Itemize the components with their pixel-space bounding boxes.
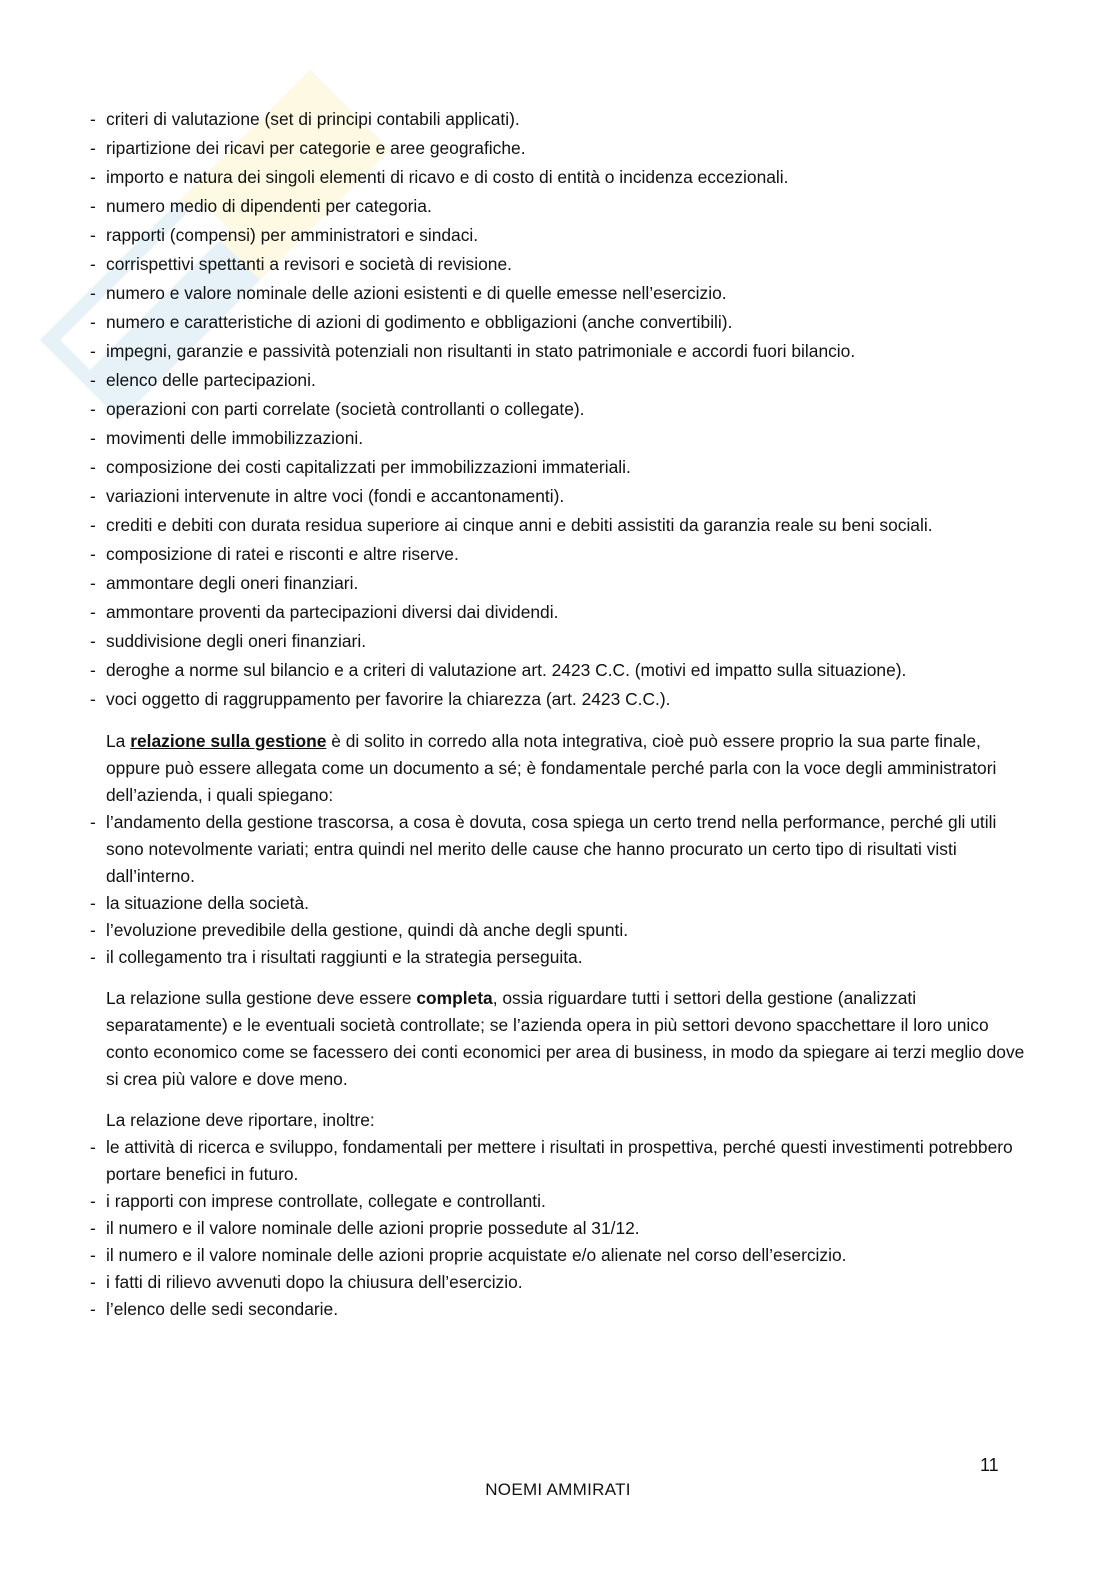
relazione-contents-list — [88, 1134, 1028, 1323]
list-item: - il numero e il valore nominale delle azioni proprie acquistate e/o alienate nel corso dell’esercizio. — [88, 1242, 1028, 1269]
list-item: - numero e valore nominale delle azioni esistenti e di quelle emesse nell’esercizio. — [88, 279, 1028, 308]
list-item: - il numero e il valore nominale delle azioni proprie possedute al 31/12. — [88, 1215, 1028, 1242]
list-item: - operazioni con parti correlate (società controllanti o collegate). — [88, 395, 1028, 424]
list-item: - suddivisione degli oneri finanziari. — [88, 627, 1028, 656]
list-item: - l’andamento della gestione trascorsa, a cosa è dovuta, cosa spiega un certo trend nella performance, perché gli utili sono notevolmente variati; entra quindi nel merito delle cause che hanno procurato un certo tipo di risultati visti dall’interno. — [88, 809, 1028, 890]
inoltre-paragraph: La relazione deve riportare, inoltre: — [106, 1110, 375, 1130]
page-number: 11 — [980, 1455, 999, 1475]
list-item: - movimenti delle immobilizzazioni. — [88, 424, 1028, 453]
list-item: - variazioni intervenute in altre voci (fondi e accantonamenti). — [88, 482, 1028, 511]
list-item: - il collegamento tra i risultati raggiunti e la strategia perseguita. — [88, 944, 1028, 971]
list-item: - voci oggetto di raggruppamento per favorire la chiarezza (art. 2423 C.C.). — [88, 685, 1028, 714]
relazione-explains-list — [88, 809, 1028, 971]
list-item: - composizione di ratei e risconti e altre riserve. — [88, 540, 1028, 569]
list-item: - i rapporti con imprese controllate, collegate e controllanti. — [88, 1188, 1028, 1215]
list-item: - ammontare degli oneri finanziari. — [88, 569, 1028, 598]
list-item: - corrispettivi spettanti a revisori e società di revisione. — [88, 250, 1028, 279]
list-item: - numero e caratteristiche di azioni di godimento e obbligazioni (anche convertibili). — [88, 308, 1028, 337]
list-item: - ripartizione dei ricavi per categorie e aree geografiche. — [88, 134, 1028, 163]
list-item: - l’evoluzione prevedibile della gestione, quindi dà anche degli spunti. — [88, 917, 1028, 944]
list-item: - i fatti di rilievo avvenuti dopo la chiusura dell’esercizio. — [88, 1269, 1028, 1296]
list-item: - l’elenco delle sedi secondarie. — [88, 1296, 1028, 1323]
nota-integrativa-list — [88, 105, 1028, 714]
page-content — [88, 105, 1028, 1323]
list-item: - elenco delle partecipazioni. — [88, 366, 1028, 395]
completa-paragraph: La relazione sulla gestione deve essere completa, ossia riguardare tutti i settori della gestione (analizzati separatamente) e le eventuali società controllate; se l’azienda opera in più settori devono spacchettare il loro unico conto economico come se facessero dei conti economici per area di business, in modo da spiegare ai terzi meglio dove si crea più valore e dove meno. — [106, 988, 1025, 1089]
list-item: - le attività di ricerca e sviluppo, fondamentali per mettere i risultati in prospettiva, perché questi investimenti potrebbero portare benefici in futuro. — [88, 1134, 1028, 1188]
relazione-term: relazione sulla gestione — [130, 731, 327, 751]
completa-term: completa — [416, 988, 493, 1008]
list-item: - importo e natura dei singoli elementi di ricavo e di costo di entità o incidenza eccezionali. — [88, 163, 1028, 192]
list-item: - rapporti (compensi) per amministratori e sindaci. — [88, 221, 1028, 250]
list-item: - composizione dei costi capitalizzati per immobilizzazioni immateriali. — [88, 453, 1028, 482]
list-item: - deroghe a norme sul bilancio e a criteri di valutazione art. 2423 C.C. (motivi ed impatto sulla situazione). — [88, 656, 1028, 685]
list-item: - la situazione della società. — [88, 890, 1028, 917]
footer-author: NOEMI AMMIRATI — [485, 1480, 631, 1499]
list-item: - crediti e debiti con durata residua superiore ai cinque anni e debiti assistiti da garanzia reale su beni sociali. — [88, 511, 1028, 540]
relazione-intro-paragraph: La relazione sulla gestione è di solito in corredo alla nota integrativa, cioè può essere proprio la sua parte finale, oppure può essere allegata come un documento a sé; è fondamentale perché parla con la voce degli amministratori dell’azienda, i quali spiegano: — [106, 731, 997, 805]
list-item: - ammontare proventi da partecipazioni diversi dai dividendi. — [88, 598, 1028, 627]
list-item: - criteri di valutazione (set di principi contabili applicati). — [88, 105, 1028, 134]
list-item: - numero medio di dipendenti per categoria. — [88, 192, 1028, 221]
list-item: - impegni, garanzie e passività potenziali non risultanti in stato patrimoniale e accordi fuori bilancio. — [88, 337, 1028, 366]
